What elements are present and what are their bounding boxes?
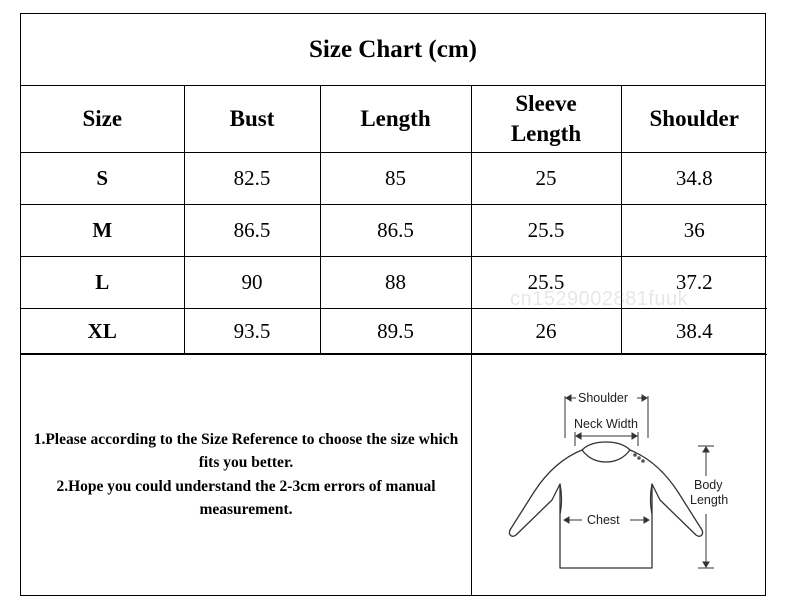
- sleeve-length-label: Sleeve Length: [510, 90, 582, 146]
- bust-cell: 82.5: [184, 152, 320, 204]
- header-cell: Bust: [184, 86, 320, 152]
- table-row: [21, 204, 767, 256]
- length-cell: 86.5: [320, 204, 471, 256]
- sleeve-length-cell: 25: [471, 152, 621, 204]
- note-2: 2.Hope you could understand the 2-3cm errors of manual measurement.: [56, 477, 436, 518]
- size-table: [21, 86, 767, 355]
- size-cell: L: [21, 256, 184, 308]
- sweater-diagram: [472, 354, 765, 596]
- body-length-label-1: Body: [694, 478, 723, 492]
- watermark: cn1529002881fuuk: [510, 288, 689, 310]
- sleeve-length-cell: 26: [471, 308, 621, 354]
- bust-cell: 90: [184, 256, 320, 308]
- shoulder-cell: 36: [621, 204, 767, 256]
- notes-section: [21, 353, 765, 595]
- header-cell: Length: [320, 86, 471, 152]
- sleeve-length-cell: 25.5: [471, 256, 621, 308]
- bust-cell: 86.5: [184, 204, 320, 256]
- shoulder-cell: 38.4: [621, 308, 767, 354]
- header-cell: Shoulder: [621, 86, 767, 152]
- table-row: [21, 308, 767, 354]
- length-cell: 89.5: [320, 308, 471, 354]
- note-1: 1.Please according to the Size Reference to choose the size which fits you better.: [33, 430, 459, 471]
- body-length-label-2: Length: [690, 493, 729, 507]
- table-row: [21, 256, 767, 308]
- header-cell: Size: [21, 86, 184, 152]
- shoulder-cell: 34.8: [621, 152, 767, 204]
- measurement-diagram: [472, 354, 765, 595]
- size-cell: XL: [21, 308, 184, 354]
- bust-cell: 93.5: [184, 308, 320, 354]
- shoulder-label: Shoulder: [578, 391, 629, 405]
- size-cell: S: [21, 152, 184, 204]
- neck-width-label: Neck Width: [574, 417, 638, 431]
- notes-text: [21, 354, 472, 595]
- length-cell: 85: [320, 152, 471, 204]
- table-row: [21, 152, 767, 204]
- chart-title: Size Chart (cm): [21, 14, 765, 86]
- size-cell: M: [21, 204, 184, 256]
- shoulder-cell: 37.2: [621, 256, 767, 308]
- sleeve-length-cell: 25.5: [471, 204, 621, 256]
- header-cell: [471, 86, 621, 152]
- size-chart: [20, 13, 766, 596]
- chest-label: Chest: [587, 513, 620, 527]
- length-cell: 88: [320, 256, 471, 308]
- header-row: [21, 86, 767, 152]
